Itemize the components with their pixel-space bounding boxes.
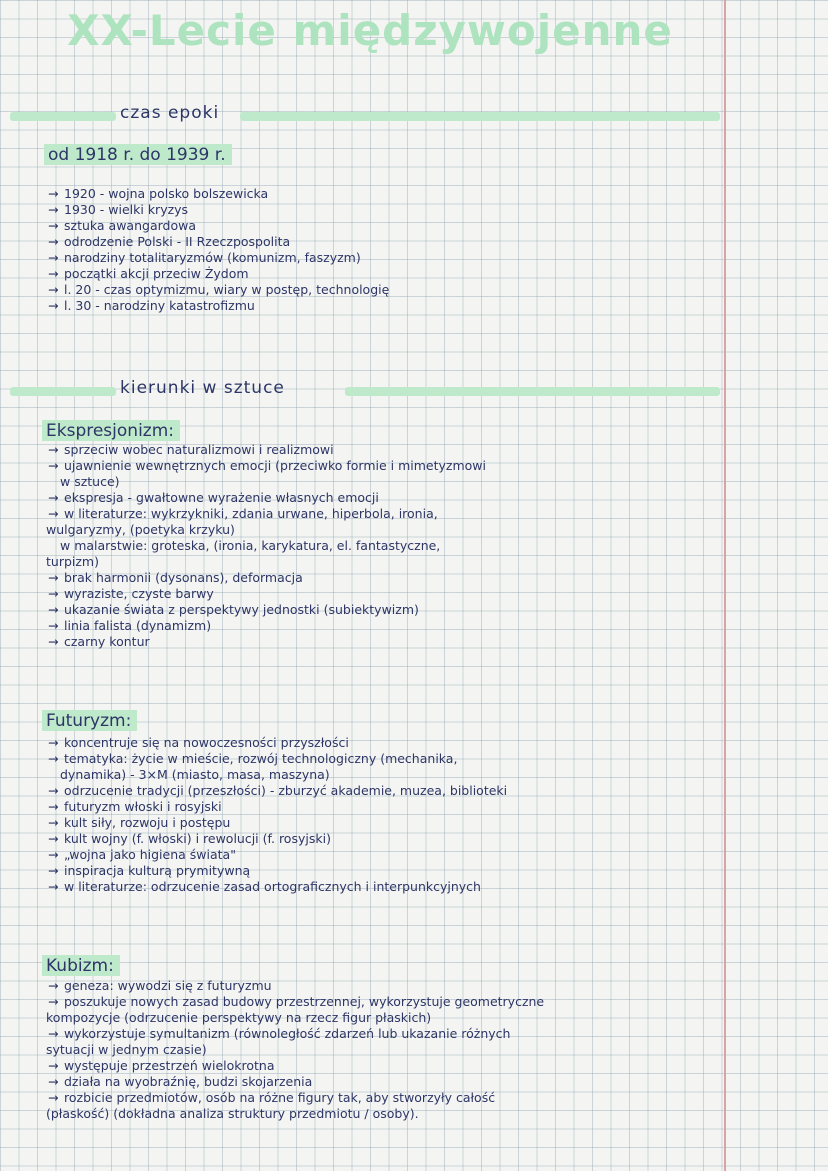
list-item: → koncentruje się na nowoczesności przyszłości	[48, 735, 349, 750]
list-item: → odrzucenie tradycji (przeszłości) - zburzyć akademie, muzea, biblioteki	[48, 783, 508, 798]
arrow-icon: →	[48, 602, 59, 617]
arrow-icon: →	[48, 735, 59, 750]
arrow-icon: →	[48, 847, 59, 862]
list-item: → wyraziste, czyste barwy	[48, 586, 214, 601]
list-item-continuation: (płaskość) (dokładna analiza struktury przedmiotu / osoby).	[46, 1106, 419, 1121]
arrow-icon: →	[48, 799, 59, 814]
list-item: → futuryzm włoski i rosyjski	[48, 799, 222, 814]
arrow-icon: →	[48, 751, 59, 766]
heading-futurism: Futuryzm:	[42, 710, 137, 731]
section-divider-era-right	[240, 112, 720, 121]
arrow-icon: →	[48, 298, 59, 313]
list-item: → 1930 - wielki kryzys	[48, 202, 189, 217]
list-item: → poszukuje nowych zasad budowy przestrzennej, wykorzystuje geometryczne	[48, 994, 545, 1009]
list-item: → l. 30 - narodziny katastrofizmu	[48, 298, 255, 313]
list-item: → ukazanie świata z perspektywy jednostki (subiektywizm)	[48, 602, 419, 617]
arrow-icon: →	[48, 250, 59, 265]
list-item: → geneza: wywodzi się z futuryzmu	[48, 978, 272, 993]
list-item: → czarny kontur	[48, 634, 150, 649]
list-item: → linia falista (dynamizm)	[48, 618, 212, 633]
arrow-icon: →	[48, 978, 59, 993]
arrow-icon: →	[48, 186, 59, 201]
list-item: → kult siły, rozwoju i postępu	[48, 815, 231, 830]
arrow-icon: →	[48, 586, 59, 601]
list-item: → sztuka awangardowa	[48, 218, 196, 233]
arrow-icon: →	[48, 994, 59, 1009]
arrow-icon: →	[48, 234, 59, 249]
arrow-icon: →	[48, 202, 59, 217]
list-item: → l. 20 - czas optymizmu, wiary w postęp, technologię	[48, 282, 390, 297]
futurism-list	[48, 735, 708, 895]
section-divider-art-right	[345, 387, 720, 396]
expressionism-list	[48, 442, 708, 650]
list-item: → odrodzenie Polski - II Rzeczpospolita	[48, 234, 291, 249]
arrow-icon: →	[48, 570, 59, 585]
arrow-icon: →	[48, 442, 59, 457]
arrow-icon: →	[48, 831, 59, 846]
cubism-list	[48, 978, 708, 1122]
section-divider-era	[10, 112, 116, 121]
section-header-art: kierunki w sztuce	[120, 378, 285, 398]
arrow-icon: →	[48, 1058, 59, 1073]
list-item-continuation: dynamika) - 3×M (miasto, masa, maszyna)	[60, 767, 330, 782]
list-item: → tematyka: życie w mieście, rozwój technologiczny (mechanika,	[48, 751, 458, 766]
arrow-icon: →	[48, 879, 59, 894]
list-item: → narodziny totalitaryzmów (komunizm, faszyzm)	[48, 250, 361, 265]
list-item: → inspiracja kulturą prymitywną	[48, 863, 251, 878]
list-item: → w literaturze: odrzucenie zasad ortograficznych i interpunkcyjnych	[48, 879, 481, 894]
page-margin-line	[724, 0, 726, 1171]
list-item: → działa na wyobraźnię, budzi skojarzenia	[48, 1074, 313, 1089]
arrow-icon: →	[48, 458, 59, 473]
list-item: → „wojna jako higiena świata"	[48, 847, 236, 862]
arrow-icon: →	[48, 783, 59, 798]
section-divider-art	[10, 387, 116, 396]
list-item: → kult wojny (f. włoski) i rewolucji (f. rosyjski)	[48, 831, 331, 846]
arrow-icon: →	[48, 506, 59, 521]
arrow-icon: →	[48, 634, 59, 649]
section-header-era: czas epoki	[120, 103, 220, 123]
list-item: → ekspresja - gwałtowne wyrażenie własnych emocji	[48, 490, 379, 505]
list-item: → ujawnienie wewnętrznych emocji (przeciwko formie i mimetyzmowi	[48, 458, 486, 473]
arrow-icon: →	[48, 490, 59, 505]
list-item: → początki akcji przeciw Żydom	[48, 266, 249, 281]
arrow-icon: →	[48, 1090, 59, 1105]
list-item-continuation: turpizm)	[46, 554, 99, 569]
list-item-continuation: wulgaryzmy, (poetyka krzyku)	[46, 522, 235, 537]
list-item-continuation: kompozycje (odrzucenie perspektywy na rzecz figur płaskich)	[46, 1010, 432, 1025]
arrow-icon: →	[48, 282, 59, 297]
heading-expressionism: Ekspresjonizm:	[42, 420, 180, 441]
arrow-icon: →	[48, 863, 59, 878]
list-item-continuation: w sztuce)	[60, 474, 120, 489]
list-item: → w literaturze: wykrzykniki, zdania urwane, hiperbola, ironia,	[48, 506, 438, 521]
list-item: → 1920 - wojna polsko bolszewicka	[48, 186, 269, 201]
arrow-icon: →	[48, 266, 59, 281]
period-list	[48, 186, 708, 314]
list-item-continuation: sytuacji w jednym czasie)	[46, 1042, 207, 1057]
arrow-icon: →	[48, 218, 59, 233]
list-item: → sprzeciw wobec naturalizmowi i realizmowi	[48, 442, 334, 457]
arrow-icon: →	[48, 618, 59, 633]
title: XX-Lecie międzywojenne	[67, 6, 673, 55]
list-item: w malarstwie: groteska, (ironia, karykatura, el. fantastyczne,	[60, 538, 441, 553]
list-item: → rozbicie przedmiotów, osób na różne figury tak, aby stworzyły całość	[48, 1090, 496, 1105]
arrow-icon: →	[48, 815, 59, 830]
heading-cubism: Kubizm:	[42, 955, 120, 976]
arrow-icon: →	[48, 1074, 59, 1089]
list-item: → wykorzystuje symultanizm (równoległość zdarzeń lub ukazanie różnych	[48, 1026, 511, 1041]
arrow-icon: →	[48, 1026, 59, 1041]
list-item: → brak harmonii (dysonans), deformacja	[48, 570, 303, 585]
period-label: od 1918 r. do 1939 r.	[44, 144, 232, 165]
list-item: → występuje przestrzeń wielokrotna	[48, 1058, 275, 1073]
